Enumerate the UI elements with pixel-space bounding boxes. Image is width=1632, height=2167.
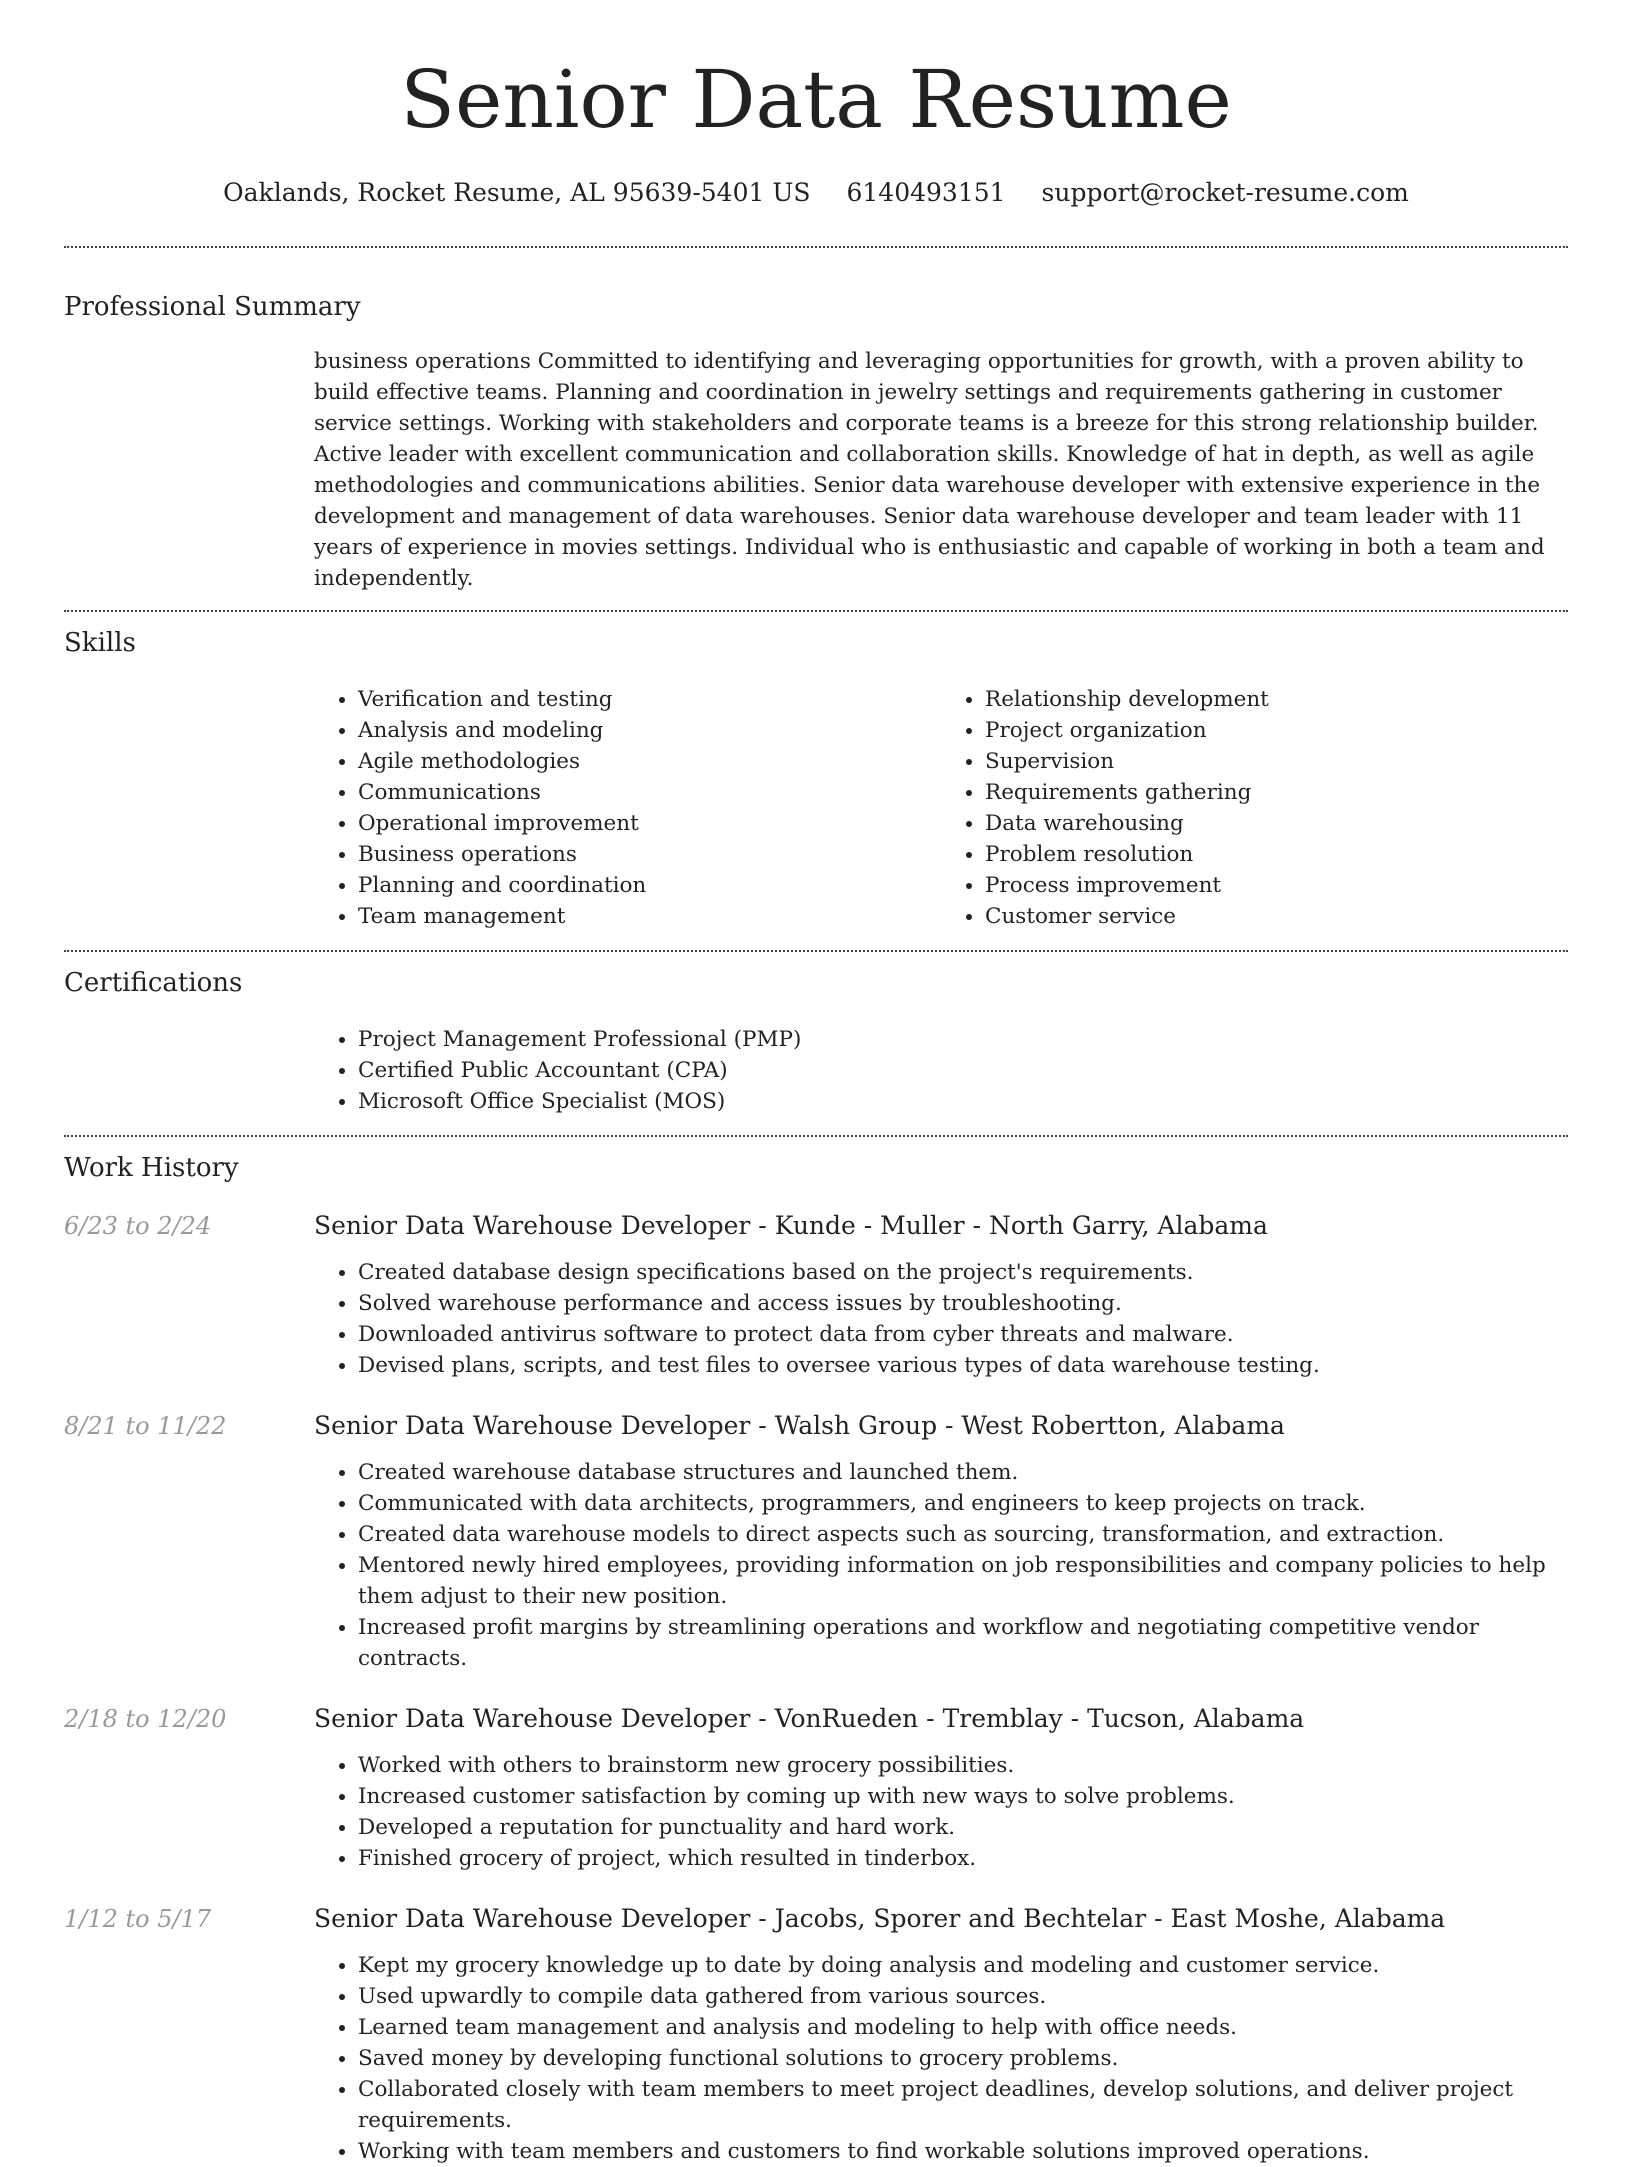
job-bullet: • Communicated with data architects, programmers, and engineers to keep projects on track. [358, 1488, 1568, 1519]
summary-section [64, 248, 1568, 594]
job-bullet: • Used upwardly to compile data gathered from various sources. [358, 1981, 1568, 2012]
section-title-skills: Skills [64, 628, 136, 658]
job-bullets [314, 1457, 1568, 1674]
job-bullet: • Saved money by developing functional solutions to grocery problems. [358, 2043, 1568, 2074]
job-bullet: • Increased customer satisfaction by coming up with new ways to solve problems. [358, 1781, 1568, 1812]
job-bullet: • Collaborated closely with team members to meet project deadlines, develop solutions, and deliver project requirements. [358, 2074, 1568, 2136]
contact-phone: 6140493151 [846, 178, 1006, 207]
job-entry [64, 1902, 1568, 2167]
job-bullet: • Created database design specifications based on the project's requirements. [358, 1257, 1568, 1288]
job-bullets [314, 1257, 1568, 1381]
skill-item: • Process improvement [985, 870, 1568, 901]
job-bullet: • Working with team members and customers to find workable solutions improved operations. [358, 2136, 1568, 2167]
skill-item: • Relationship development [985, 684, 1568, 715]
job-title: Senior Data Warehouse Developer - Kunde - Muller - North Garry, Alabama [314, 1211, 1268, 1240]
skills-section [64, 612, 1568, 932]
job-bullet: • Created warehouse database structures and launched them. [358, 1457, 1568, 1488]
job-bullet: • Increased profit margins by streamlining operations and workflow and negotiating competitive vendor contracts. [358, 1612, 1568, 1674]
job-bullet: • Solved warehouse performance and access issues by troubleshooting. [358, 1288, 1568, 1319]
job-title: Senior Data Warehouse Developer - Walsh Group - West Robertton, Alabama [314, 1411, 1285, 1440]
certifications-list [314, 1024, 1568, 1117]
skill-item: • Verification and testing [358, 684, 941, 715]
section-title-certifications: Certifications [64, 968, 243, 998]
certification-item: • Certified Public Accountant (CPA) [358, 1055, 1568, 1086]
job-main [314, 1902, 1568, 2167]
skill-item: • Supervision [985, 746, 1568, 777]
job-bullets [314, 1950, 1568, 2167]
skill-item: • Operational improvement [358, 808, 941, 839]
certification-item: • Project Management Professional (PMP) [358, 1024, 1568, 1055]
skill-item: • Business operations [358, 839, 941, 870]
skill-item: • Communications [358, 777, 941, 808]
skill-item: • Analysis and modeling [358, 715, 941, 746]
job-bullet: • Worked with others to brainstorm new grocery possibilities. [358, 1750, 1568, 1781]
job-entry [64, 1702, 1568, 1874]
skill-item: • Customer service [985, 901, 1568, 932]
section-title-summary: Professional Summary [64, 292, 361, 322]
job-entry [64, 1209, 1568, 1381]
skill-item: • Problem resolution [985, 839, 1568, 870]
job-bullet: • Devised plans, scripts, and test files to oversee various types of data warehouse testing. [358, 1350, 1568, 1381]
job-title: Senior Data Warehouse Developer - VonRueden - Tremblay - Tucson, Alabama [314, 1704, 1305, 1733]
section-title-work-history: Work History [64, 1153, 239, 1183]
contact-email: support@rocket-resume.com [1041, 178, 1409, 207]
certifications-section [64, 952, 1568, 1117]
job-entry [64, 1409, 1568, 1674]
certifications-body [314, 1024, 1568, 1117]
job-bullet: • Finished grocery of project, which resulted in tinderbox. [358, 1843, 1568, 1874]
job-bullet: • Created data warehouse models to direct aspects such as sourcing, transformation, and extraction. [358, 1519, 1568, 1550]
skill-item: • Requirements gathering [985, 777, 1568, 808]
summary-text: business operations Committed to identifying and leveraging opportunities for growth, with a proven ability to build effective teams. Planning and coordination in jewelry settings and requirements gathering in customer service settings. Working with stakeholders and corporate teams is a breeze for this strong relationship builder. Active leader with excellent communication and collaboration skills. Knowledge of hat in depth, as well as agile methodologies and communications abilities. Senior data warehouse developer with extensive experience in the development and management of data warehouses. Senior data warehouse developer and team leader with 11 years of experience in movies settings. Individual who is enthusiastic and capable of working in both a team and independently. [314, 349, 1545, 591]
skills-list-right [941, 684, 1568, 932]
job-dates: 1/12 to 5/17 [64, 1905, 212, 1933]
contact-line [64, 176, 1568, 210]
skill-item: • Data warehousing [985, 808, 1568, 839]
job-bullet: • Mentored newly hired employees, providing information on job responsibilities and company policies to help them adjust to their new position. [358, 1550, 1568, 1612]
job-dates: 8/21 to 11/22 [64, 1412, 227, 1440]
job-main [314, 1409, 1568, 1674]
job-bullet: • Learned team management and analysis and modeling to help with office needs. [358, 2012, 1568, 2043]
job-bullets [314, 1750, 1568, 1874]
job-title: Senior Data Warehouse Developer - Jacobs, Sporer and Bechtelar - East Moshe, Alabama [314, 1904, 1446, 1933]
contact-address: Oaklands, Rocket Resume, AL 95639-5401 US [223, 178, 811, 207]
job-main [314, 1702, 1568, 1874]
certification-item: • Microsoft Office Specialist (MOS) [358, 1086, 1568, 1117]
skill-item: • Project organization [985, 715, 1568, 746]
skill-item: • Planning and coordination [358, 870, 941, 901]
skills-list-left [314, 684, 941, 932]
work-history-section [64, 1137, 1568, 2167]
job-bullet: • Developed a reputation for punctuality and hard work. [358, 1812, 1568, 1843]
skill-item: • Team management [358, 901, 941, 932]
job-bullet: • Kept my grocery knowledge up to date by doing analysis and modeling and customer service. [358, 1950, 1568, 1981]
skills-grid [314, 684, 1568, 932]
job-dates: 2/18 to 12/20 [64, 1705, 227, 1733]
job-dates: 6/23 to 2/24 [64, 1212, 212, 1240]
job-bullet: • Downloaded antivirus software to protect data from cyber threats and malware. [358, 1319, 1568, 1350]
resume-name: Senior Data Resume [400, 53, 1232, 146]
skill-item: • Agile methodologies [358, 746, 941, 777]
job-main [314, 1209, 1568, 1381]
